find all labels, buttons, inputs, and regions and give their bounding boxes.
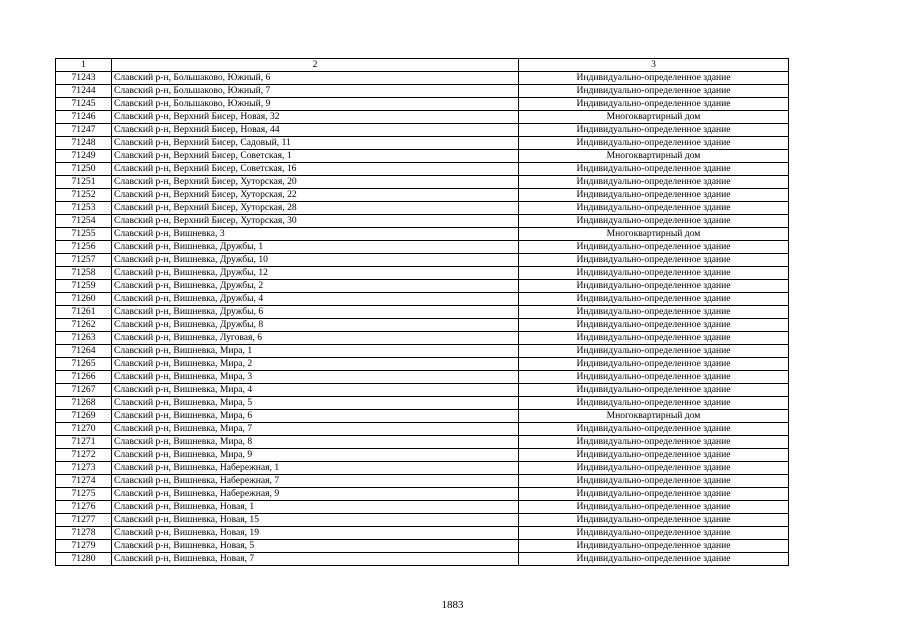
row-id-cell: 71249	[56, 150, 112, 163]
table-row	[56, 267, 789, 280]
row-id-cell: 71272	[56, 449, 112, 462]
table-row	[56, 215, 789, 228]
row-id-cell: 71247	[56, 124, 112, 137]
table-row	[56, 527, 789, 540]
row-id-cell: 71260	[56, 293, 112, 306]
row-id-cell: 71254	[56, 215, 112, 228]
table-row	[56, 397, 789, 410]
building-type-cell: Индивидуально-определенное здание	[519, 475, 789, 488]
table-row	[56, 449, 789, 462]
building-type-cell: Многоквартирный дом	[519, 111, 789, 124]
building-type-cell: Индивидуально-определенное здание	[519, 540, 789, 553]
building-type-cell: Индивидуально-определенное здание	[519, 293, 789, 306]
building-type-cell: Индивидуально-определенное здание	[519, 241, 789, 254]
table-row	[56, 85, 789, 98]
address-cell: Славский р-н, Верхний Бисер, Хуторская, 30	[112, 215, 519, 228]
table-row	[56, 423, 789, 436]
address-cell: Славский р-н, Вишневка, Луговая, 6	[112, 332, 519, 345]
building-type-cell: Индивидуально-определенное здание	[519, 176, 789, 189]
table-row	[56, 293, 789, 306]
row-id-cell: 71270	[56, 423, 112, 436]
table-body	[56, 59, 789, 566]
row-id-cell: 71267	[56, 384, 112, 397]
table-row	[56, 150, 789, 163]
address-cell: Славский р-н, Вишневка, Мира, 3	[112, 371, 519, 384]
row-id-cell: 71275	[56, 488, 112, 501]
row-id-cell: 71252	[56, 189, 112, 202]
table-row	[56, 462, 789, 475]
address-cell: Славский р-н, Вишневка, Новая, 19	[112, 527, 519, 540]
address-cell: Славский р-н, Большаково, Южный, 6	[112, 72, 519, 85]
table-header-row	[56, 59, 789, 72]
table-row	[56, 124, 789, 137]
building-type-cell: Многоквартирный дом	[519, 228, 789, 241]
building-type-cell: Индивидуально-определенное здание	[519, 345, 789, 358]
address-cell: Славский р-н, Вишневка, Мира, 7	[112, 423, 519, 436]
building-type-cell: Индивидуально-определенное здание	[519, 319, 789, 332]
table-row	[56, 98, 789, 111]
table-row	[56, 72, 789, 85]
row-id-cell: 71246	[56, 111, 112, 124]
table-row	[56, 332, 789, 345]
address-cell: Славский р-н, Вишневка, Дружбы, 4	[112, 293, 519, 306]
table-row	[56, 111, 789, 124]
building-type-cell: Индивидуально-определенное здание	[519, 254, 789, 267]
address-cell: Славский р-н, Вишневка, Новая, 5	[112, 540, 519, 553]
row-id-cell: 71265	[56, 358, 112, 371]
building-type-cell: Индивидуально-определенное здание	[519, 397, 789, 410]
building-type-cell: Индивидуально-определенное здание	[519, 436, 789, 449]
table-row	[56, 176, 789, 189]
row-id-cell: 71248	[56, 137, 112, 150]
row-id-cell: 71261	[56, 306, 112, 319]
table-row	[56, 436, 789, 449]
row-id-cell: 71279	[56, 540, 112, 553]
address-cell: Славский р-н, Вишневка, Мира, 2	[112, 358, 519, 371]
address-cell: Славский р-н, Верхний Бисер, Советская, 1	[112, 150, 519, 163]
page-number: 1883	[441, 599, 464, 611]
table-row	[56, 319, 789, 332]
table-row	[56, 280, 789, 293]
address-cell: Славский р-н, Вишневка, Дружбы, 8	[112, 319, 519, 332]
address-cell: Славский р-н, Вишневка, Дружбы, 1	[112, 241, 519, 254]
building-type-cell: Индивидуально-определенное здание	[519, 371, 789, 384]
address-cell: Славский р-н, Вишневка, Новая, 1	[112, 501, 519, 514]
building-type-cell: Многоквартирный дом	[519, 150, 789, 163]
address-cell: Славский р-н, Большаково, Южный, 7	[112, 85, 519, 98]
table-row	[56, 488, 789, 501]
table-row	[56, 254, 789, 267]
building-type-cell: Индивидуально-определенное здание	[519, 332, 789, 345]
building-type-cell: Индивидуально-определенное здание	[519, 72, 789, 85]
address-cell: Славский р-н, Вишневка, Новая, 7	[112, 553, 519, 566]
row-id-cell: 71259	[56, 280, 112, 293]
address-cell: Славский р-н, Верхний Бисер, Хуторская, 20	[112, 176, 519, 189]
table-row	[56, 514, 789, 527]
row-id-cell: 71262	[56, 319, 112, 332]
address-cell: Славский р-н, Верхний Бисер, Хуторская, 22	[112, 189, 519, 202]
address-cell: Славский р-н, Вишневка, Новая, 15	[112, 514, 519, 527]
building-type-cell: Индивидуально-определенное здание	[519, 423, 789, 436]
row-id-cell: 71244	[56, 85, 112, 98]
address-cell: Славский р-н, Вишневка, Мира, 8	[112, 436, 519, 449]
row-id-cell: 71245	[56, 98, 112, 111]
row-id-cell: 71266	[56, 371, 112, 384]
address-cell: Славский р-н, Большаково, Южный, 9	[112, 98, 519, 111]
address-cell: Славский р-н, Вишневка, 3	[112, 228, 519, 241]
address-cell: Славский р-н, Верхний Бисер, Советская, 16	[112, 163, 519, 176]
row-id-cell: 71258	[56, 267, 112, 280]
table-row	[56, 163, 789, 176]
building-type-cell: Индивидуально-определенное здание	[519, 189, 789, 202]
row-id-cell: 71263	[56, 332, 112, 345]
building-type-cell: Индивидуально-определенное здание	[519, 527, 789, 540]
building-type-cell: Индивидуально-определенное здание	[519, 384, 789, 397]
address-cell: Славский р-н, Вишневка, Мира, 6	[112, 410, 519, 423]
address-cell: Славский р-н, Верхний Бисер, Хуторская, 28	[112, 202, 519, 215]
address-cell: Славский р-н, Верхний Бисер, Новая, 32	[112, 111, 519, 124]
building-type-cell: Индивидуально-определенное здание	[519, 202, 789, 215]
row-id-cell: 71274	[56, 475, 112, 488]
building-type-cell: Индивидуально-определенное здание	[519, 280, 789, 293]
row-id-cell: 71268	[56, 397, 112, 410]
building-type-cell: Индивидуально-определенное здание	[519, 137, 789, 150]
address-cell: Славский р-н, Вишневка, Дружбы, 2	[112, 280, 519, 293]
table-row	[56, 540, 789, 553]
address-cell: Славский р-н, Верхний Бисер, Новая, 44	[112, 124, 519, 137]
table-row	[56, 475, 789, 488]
row-id-cell: 71255	[56, 228, 112, 241]
row-id-cell: 71276	[56, 501, 112, 514]
table-row	[56, 228, 789, 241]
header-col-1: 1	[56, 59, 112, 72]
table-row	[56, 410, 789, 423]
address-cell: Славский р-н, Вишневка, Дружбы, 6	[112, 306, 519, 319]
row-id-cell: 71277	[56, 514, 112, 527]
building-type-cell: Индивидуально-определенное здание	[519, 514, 789, 527]
table-row	[56, 553, 789, 566]
address-cell: Славский р-н, Вишневка, Мира, 5	[112, 397, 519, 410]
row-id-cell: 71250	[56, 163, 112, 176]
table-row	[56, 384, 789, 397]
address-cell: Славский р-н, Вишневка, Мира, 4	[112, 384, 519, 397]
building-type-cell: Индивидуально-определенное здание	[519, 501, 789, 514]
building-type-cell: Индивидуально-определенное здание	[519, 449, 789, 462]
building-type-cell: Индивидуально-определенное здание	[519, 488, 789, 501]
row-id-cell: 71243	[56, 72, 112, 85]
table-row	[56, 345, 789, 358]
address-cell: Славский р-н, Верхний Бисер, Садовый, 11	[112, 137, 519, 150]
row-id-cell: 71278	[56, 527, 112, 540]
table-row	[56, 137, 789, 150]
address-cell: Славский р-н, Вишневка, Дружбы, 12	[112, 267, 519, 280]
row-id-cell: 71271	[56, 436, 112, 449]
row-id-cell: 71257	[56, 254, 112, 267]
building-type-cell: Индивидуально-определенное здание	[519, 124, 789, 137]
building-type-cell: Индивидуально-определенное здание	[519, 306, 789, 319]
table-row	[56, 189, 789, 202]
row-id-cell: 71273	[56, 462, 112, 475]
address-cell: Славский р-н, Вишневка, Дружбы, 10	[112, 254, 519, 267]
table-row	[56, 501, 789, 514]
registry-table	[55, 58, 789, 566]
row-id-cell: 71264	[56, 345, 112, 358]
building-type-cell: Индивидуально-определенное здание	[519, 358, 789, 371]
building-type-cell: Индивидуально-определенное здание	[519, 85, 789, 98]
row-id-cell: 71280	[56, 553, 112, 566]
header-col-2: 2	[112, 59, 519, 72]
building-type-cell: Индивидуально-определенное здание	[519, 163, 789, 176]
building-type-cell: Индивидуально-определенное здание	[519, 462, 789, 475]
building-type-cell: Индивидуально-определенное здание	[519, 98, 789, 111]
building-type-cell: Многоквартирный дом	[519, 410, 789, 423]
address-cell: Славский р-н, Вишневка, Набережная, 9	[112, 488, 519, 501]
address-cell: Славский р-н, Вишневка, Набережная, 1	[112, 462, 519, 475]
building-type-cell: Индивидуально-определенное здание	[519, 553, 789, 566]
address-cell: Славский р-н, Вишневка, Мира, 9	[112, 449, 519, 462]
table-row	[56, 306, 789, 319]
address-cell: Славский р-н, Вишневка, Набережная, 7	[112, 475, 519, 488]
table-row	[56, 202, 789, 215]
row-id-cell: 71251	[56, 176, 112, 189]
table-row	[56, 241, 789, 254]
row-id-cell: 71256	[56, 241, 112, 254]
building-type-cell: Индивидуально-определенное здание	[519, 215, 789, 228]
table-row	[56, 358, 789, 371]
row-id-cell: 71269	[56, 410, 112, 423]
header-col-3: 3	[519, 59, 789, 72]
building-type-cell: Индивидуально-определенное здание	[519, 267, 789, 280]
table-row	[56, 371, 789, 384]
row-id-cell: 71253	[56, 202, 112, 215]
address-cell: Славский р-н, Вишневка, Мира, 1	[112, 345, 519, 358]
